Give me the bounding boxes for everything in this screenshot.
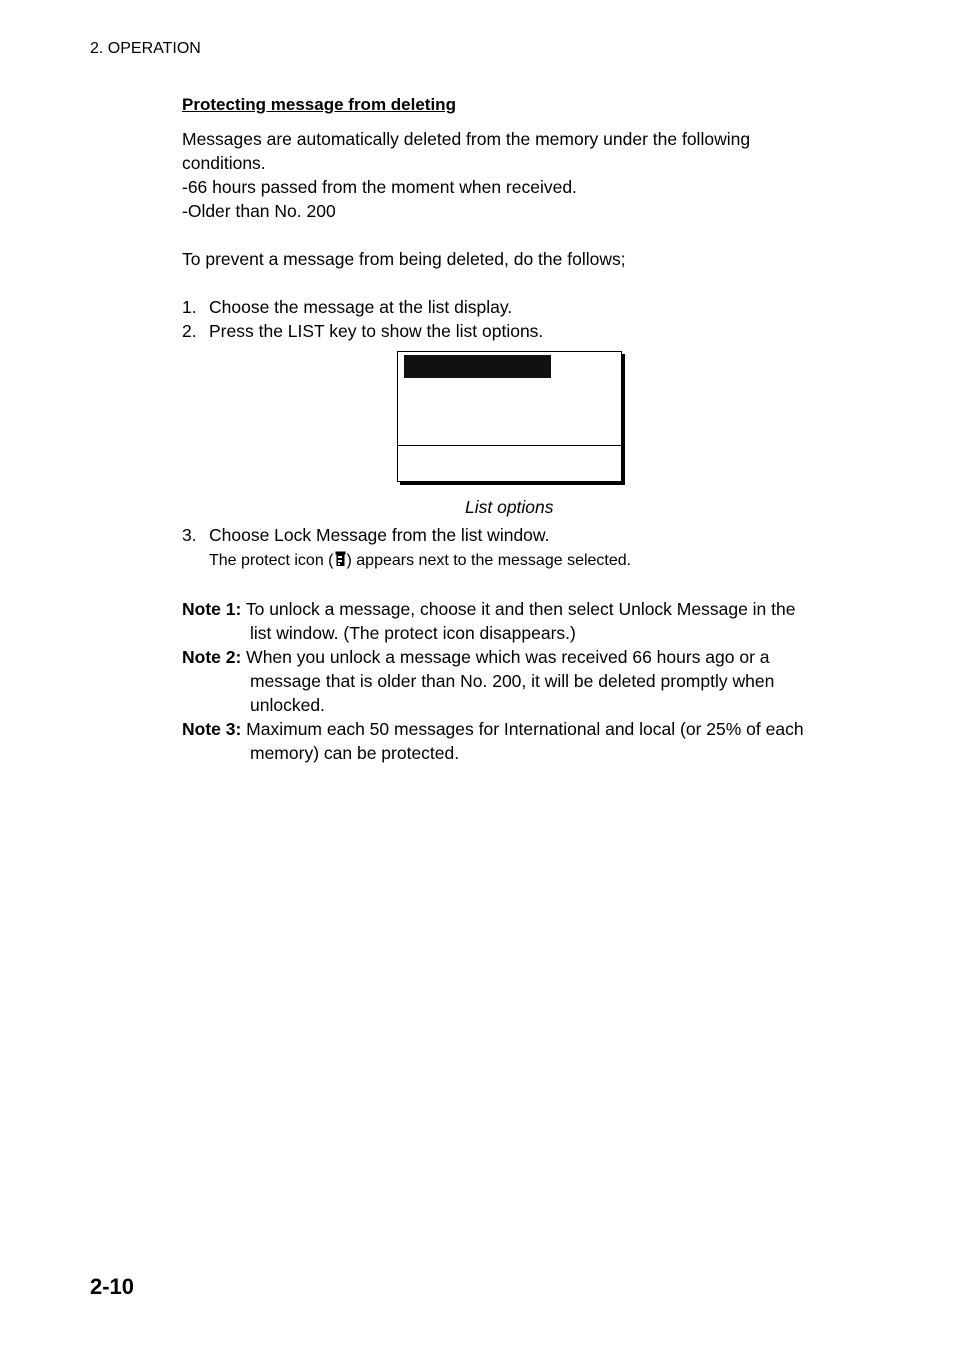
step-3 xyxy=(182,523,549,547)
note-continuation: message that is older than No. 200, it will be deleted promptly when xyxy=(250,671,775,691)
lock-icon xyxy=(335,551,346,574)
step-text: Press the LIST key to show the list options. xyxy=(209,321,544,341)
intro-line-4: -Older than No. 200 xyxy=(182,201,336,221)
figure-divider xyxy=(398,445,621,446)
note-label: Note 2: xyxy=(182,647,242,667)
step-text: Choose the message at the list display. xyxy=(209,297,513,317)
step-number: 2. xyxy=(182,321,197,341)
protect-note-after: ) appears next to the message selected. xyxy=(346,552,632,569)
list-options-figure xyxy=(397,351,622,482)
note-text: When you unlock a message which was received 66 hours ago or a xyxy=(241,647,770,667)
running-header: 2. OPERATION xyxy=(90,40,201,57)
section-title: Protecting message from deleting xyxy=(182,95,456,114)
protect-icon-note xyxy=(209,550,631,574)
note-text: Maximum each 50 messages for International and local (or 25% of each xyxy=(241,719,804,739)
step-number: 3. xyxy=(182,525,197,545)
step-1 xyxy=(182,295,512,319)
intro-line-2: conditions. xyxy=(182,153,266,173)
note-1 xyxy=(182,597,795,645)
prevent-text: To prevent a message from being deleted, do the follows; xyxy=(182,249,626,269)
note-text: To unlock a message, choose it and then select Unlock Message in the xyxy=(241,599,796,619)
highlighted-option xyxy=(404,355,551,378)
step-number: 1. xyxy=(182,297,197,317)
intro-line-1: Messages are automatically deleted from the memory under the following xyxy=(182,129,751,149)
note-continuation: list window. (The protect icon disappears.) xyxy=(250,623,576,643)
note-continuation: memory) can be protected. xyxy=(250,743,460,763)
note-continuation: unlocked. xyxy=(250,695,325,715)
step-text: Choose Lock Message from the list window. xyxy=(209,525,550,545)
figure-caption: List options xyxy=(465,497,554,517)
note-3 xyxy=(182,717,804,765)
protect-note-before: The protect icon ( xyxy=(209,552,334,569)
note-2 xyxy=(182,645,774,717)
page-number: 2-10 xyxy=(90,1274,135,1299)
note-label: Note 1: xyxy=(182,599,242,619)
note-label: Note 3: xyxy=(182,719,242,739)
step-2 xyxy=(182,319,543,343)
intro-line-3: -66 hours passed from the moment when received. xyxy=(182,177,577,197)
